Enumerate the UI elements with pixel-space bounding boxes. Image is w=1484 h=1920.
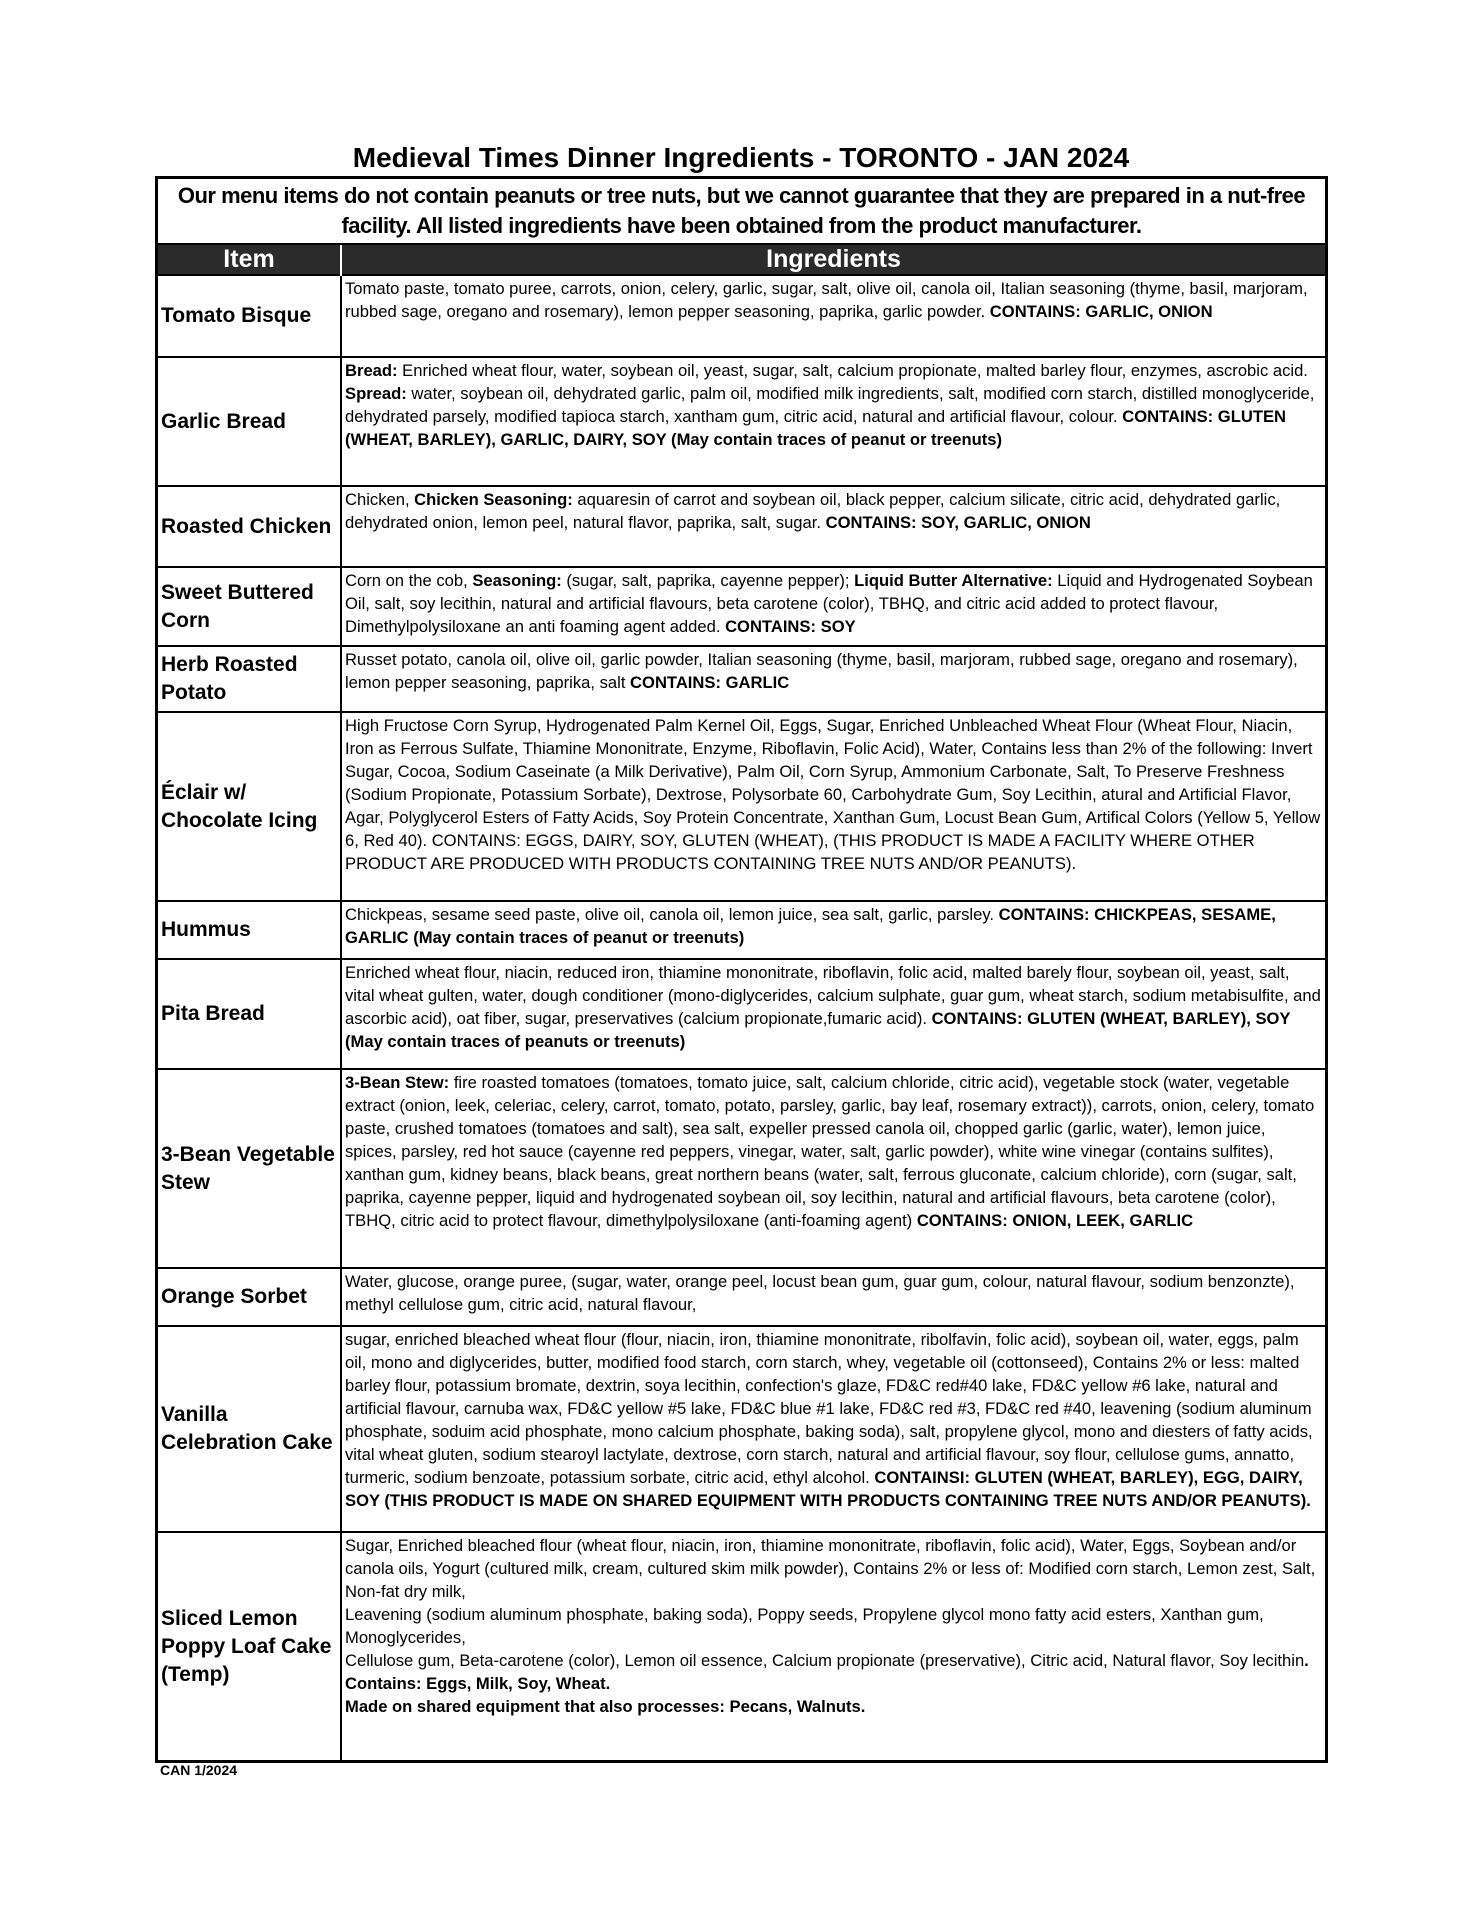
ingredients-text xyxy=(345,714,1321,875)
table-row xyxy=(158,901,1325,959)
item-name: Herb Roasted Potato xyxy=(158,646,341,712)
ingredients-text xyxy=(345,277,1321,323)
table-row xyxy=(158,567,1325,646)
item-name: Sweet Buttered Corn xyxy=(158,567,341,646)
ingredient-emphasis: Liquid Butter Alternative: xyxy=(854,571,1053,590)
ingredients-cell xyxy=(341,1069,1325,1268)
notice-line-1: Our menu items do not contain peanuts or tree nuts, but we cannot guarantee that they are prepared in a nut-free xyxy=(177,183,1306,208)
ingredients-cell xyxy=(341,357,1325,486)
ingredient-emphasis: CONTAINS: SOY xyxy=(725,617,856,636)
ingredient-text: Tomato paste, tomato puree, carrots, onion, celery, garlic, sugar, salt, olive oil, canola oil, Italian seasoning (thyme, basil, marjoram, rubbed sage, oregano and rosemary), lemon pepper seasoning, paprika, garlic powder. xyxy=(345,279,1308,321)
item-name: Garlic Bread xyxy=(158,357,341,486)
ingredients-text xyxy=(345,359,1321,451)
table-row xyxy=(158,1326,1325,1532)
table-row xyxy=(158,357,1325,486)
ingredients-cell xyxy=(341,567,1325,646)
item-name: Hummus xyxy=(158,901,341,959)
ingredient-text: canola oils, Yogurt (cultured milk, cream, cultured skim milk powder), Contains 2% or less of: Modified corn starch, Lemon zest, Salt, Non-fat dry milk, xyxy=(345,1559,1316,1601)
notice-line-2: facility. All listed ingredients have been obtained from the product manufacturer. xyxy=(341,213,1142,238)
table-row xyxy=(158,486,1325,567)
ingredient-emphasis: CONTAINS: ONION, LEEK, GARLIC xyxy=(916,1211,1194,1230)
ingredients-cell xyxy=(341,1268,1325,1326)
ingredient-text: Enriched wheat flour, water, soybean oil, yeast, sugar, salt, calcium propionate, malted barley flour, enzymes, ascrobic acid. xyxy=(397,361,1308,380)
ingredient-text: Enriched wheat flour, niacin, reduced iron, thiamine mononitrate, riboflavin, folic acid, malted barely flour, soybean oil, yeast, salt, vital wheat gulten, water, dough conditioner (mono-diglycerides, calcium sulphate, guar gum, wheat starch, sodium metabisulfite, and ascorbic acid), oat fiber, sugar, preservatives (calcium propionate,fumaric acid). xyxy=(345,963,1321,1028)
ingredient-text: Cellulose gum, Beta-carotene (color), Lemon oil essence, Calcium propionate (preservative), Citric acid, Natural flavor, Soy lecithin xyxy=(345,1651,1305,1670)
ingredients-cell xyxy=(341,646,1325,712)
ingredients-text xyxy=(345,648,1321,694)
ingredient-text: High Fructose Corn Syrup, Hydrogenated Palm Kernel Oil, Eggs, Sugar, Enriched Unbleached Wheat Flour (Wheat Flour, Niacin, Iron as Ferrous Sulfate, Thiamine Mononitrate, Enzyme, Riboflavin, Folic Acid), Water, Contains less than 2% of the following: Invert Sugar, Cocoa, Sodium Caseinate (a Milk Derivative), Palm Oil, Corn Syrup, Ammonium Carbonate, Salt, To Preserve Freshness (Sodium Propionate, Potassium Sorbate), Dextrose, Polysorbate 60, Carbohydrate Gum, Soy Lecithin, atural and Artificial Flavor, Agar, Polyglycerol Esters of Fatty Acids, Soy Protein Concentrate, Xanthan Gum, Locust Bean Gum, Artifical Colors (Yellow 5, Yellow 6, Red 40). CONTAINS: EGGS, DAIRY, SOY, GLUTEN (WHEAT), (THIS PRODUCT IS MADE A FACILITY WHERE OTHER PRODUCT ARE PRODUCED WITH PRODUCTS CONTAINING TREE NUTS AND/OR PEANUTS). xyxy=(345,716,1321,873)
nut-free-notice xyxy=(158,179,1325,245)
ingredients-cell xyxy=(341,275,1325,357)
ingredients-text xyxy=(345,569,1321,638)
ingredients-text xyxy=(345,1270,1321,1316)
ingredient-text: Chicken, xyxy=(345,490,415,509)
ingredients-cell xyxy=(341,712,1325,901)
ingredient-text: fire roasted tomatoes (tomatoes, tomato juice, salt, calcium chloride, citric acid), vegetable stock (water, vegetable extract (onion, leek, celeriac, celery, carrot, tomato, potato, parsley, garlic, bay leaf, rosemary extract)), carrots, onion, celery, tomato paste, crushed tomatoes (tomatoes and salt), sea salt, expeller pressed canola oil, chopped garlic (garlic, water), lemon juice, spices, parsley, red hot sauce (cayenne red peppers, vinegar, water, salt, garlic powder), white wine vinegar (contains sulfites), xanthan gum, kidney beans, black beans, great northern beans (water, salt, ferrous gluconate, calcium chloride), corn (sugar, salt, paprika, cayenne pepper, liquid and hydrogenated soybean oil, soy lecithin, natural and artificial flavours, beta carotene (color), TBHQ, citric acid to protect flavour, dimethylpolysiloxane (anti-foaming agent) xyxy=(345,1073,1315,1230)
table-row xyxy=(158,959,1325,1069)
item-name: Tomato Bisque xyxy=(158,275,341,357)
table-row xyxy=(158,712,1325,901)
item-name: 3-Bean Vegetable Stew xyxy=(158,1069,341,1268)
ingredients-table xyxy=(158,245,1325,1760)
ingredient-emphasis: . Contains: Eggs, Milk, Soy, Wheat. xyxy=(345,1651,1309,1693)
ingredients-cell xyxy=(341,901,1325,959)
ingredient-text: water, soybean oil, dehydrated garlic, palm oil, modified milk ingredients, salt, modified corn starch, distilled monoglyceride, dehydrated parsely, modified tapioca starch, xantham gum, citric acid, natural and artificial flavour, colour. xyxy=(345,384,1315,426)
ingredient-emphasis: CONTAINS: GARLIC xyxy=(630,673,790,692)
table-row xyxy=(158,275,1325,357)
ingredient-text: Sugar, Enriched bleached flour (wheat flour, niacin, iron, thiamine mononitrate, riboflavin, folic acid), Water, Eggs, Soybean and/or xyxy=(345,1536,1297,1555)
ingredient-text: Chickpeas, sesame seed paste, olive oil, canola oil, lemon juice, sea salt, garlic, parsley. xyxy=(345,905,999,924)
ingredient-emphasis: 3-Bean Stew: xyxy=(345,1073,450,1092)
table-row xyxy=(158,1069,1325,1268)
ingredient-text: Liquid and Hydrogenated Soybean Oil, salt, soy lecithin, natural and artificial flavours, beta carotene (color), TBHQ, and citric acid added to protect flavour, Dimethylpolysiloxane an anti foaming agent added. xyxy=(345,571,1313,636)
ingredient-emphasis: CONTAINS: CHICKPEAS, SESAME, GARLIC (May contain traces of peanut or treenuts) xyxy=(345,905,1276,947)
ingredient-emphasis: CONTAINS: GLUTEN (WHEAT, BARLEY), GARLIC, DAIRY, SOY (May contain traces of peanut or treenuts) xyxy=(345,407,1287,449)
header-ingredients: Ingredients xyxy=(341,245,1325,275)
ingredient-text: Water, glucose, orange puree, (sugar, water, orange peel, locust bean gum, guar gum, colour, natural flavour, sodium benzonzte), methyl cellulose gum, citric acid, natural flavour, xyxy=(345,1272,1295,1314)
ingredient-emphasis: CONTAINS: GARLIC, ONION xyxy=(989,302,1213,321)
table-header-row xyxy=(158,245,1325,275)
ingredient-text: Leavening (sodium aluminum phosphate, baking soda), Poppy seeds, Propylene glycol mono fatty acid esters, Xanthan gum, Monoglycerides, xyxy=(345,1605,1264,1647)
ingredient-emphasis: Bread: xyxy=(345,361,398,380)
ingredients-cell xyxy=(341,486,1325,567)
page-title: Medieval Times Dinner Ingredients - TORONTO - JAN 2024 xyxy=(352,142,1130,173)
header-item: Item xyxy=(158,245,341,275)
ingredient-emphasis: Made on shared equipment that also processes: Pecans, Walnuts. xyxy=(345,1697,866,1716)
ingredient-text: (sugar, salt, paprika, cayenne pepper); xyxy=(561,571,855,590)
ingredient-emphasis: Chicken Seasoning: xyxy=(414,490,573,509)
ingredients-cell xyxy=(341,1326,1325,1532)
item-name: Orange Sorbet xyxy=(158,1268,341,1326)
ingredients-text xyxy=(345,1328,1321,1512)
ingredients-sheet xyxy=(155,176,1328,1763)
item-name: Pita Bread xyxy=(158,959,341,1069)
ingredient-emphasis: CONTAINS: SOY, GARLIC, ONION xyxy=(825,513,1091,532)
ingredients-cell xyxy=(341,959,1325,1069)
ingredients-text xyxy=(345,1071,1321,1232)
ingredients-text xyxy=(345,961,1321,1053)
table-row xyxy=(158,1532,1325,1760)
item-name: Roasted Chicken xyxy=(158,486,341,567)
ingredients-text xyxy=(345,903,1321,949)
item-name: Vanilla Celebration Cake xyxy=(158,1326,341,1532)
ingredient-emphasis: CONTAINS: GLUTEN (WHEAT, BARLEY), SOY (May contain traces of peanuts or treenuts) xyxy=(345,1009,1291,1051)
ingredients-text xyxy=(345,488,1321,534)
footer-code: CAN 1/2024 xyxy=(160,1762,238,1778)
ingredient-text: Russet potato, canola oil, olive oil, garlic powder, Italian seasoning (thyme, basil, marjoram, rubbed sage, oregano and rosemary), lemon pepper seasoning, paprika, salt xyxy=(345,650,1298,692)
ingredient-text: aquaresin of carrot and soybean oil, black pepper, calcium silicate, citric acid, dehydrated garlic, dehydrated onion, lemon peel, natural flavor, paprika, salt, sugar. xyxy=(345,490,1281,532)
table-row xyxy=(158,1268,1325,1326)
ingredient-emphasis: CONTAINSI: GLUTEN (WHEAT, BARLEY), EGG, DAIRY, SOY (THIS PRODUCT IS MADE ON SHARED EQUIPMENT WITH PRODUCTS CONTAINING TREE NUTS AND/OR PEANUTS). xyxy=(345,1468,1311,1510)
item-name: Sliced Lemon Poppy Loaf Cake (Temp) xyxy=(158,1532,341,1760)
item-name: Éclair w/ Chocolate Icing xyxy=(158,712,341,901)
table-body xyxy=(158,275,1325,1760)
ingredient-text: sugar, enriched bleached wheat flour (flour, niacin, iron, thiamine mononitrate, ribolfavin, folic acid), soybean oil, water, eggs, palm oil, mono and diglycerides, butter, modified food starch, corn starch, whey, vegetable oil (cottonseed), Contains 2% or less: malted barley flour, potassium bromate, dextrin, soya lecithin, confection's glaze, FD&C red#40 lake, FD&C yellow #6 lake, natural and artificial flavour, carnuba wax, FD&C yellow #5 lake, FD&C blue #1 lake, FD&C red #3, FD&C red #40, leavening (sodium aluminum phosphate, soduim acid phosphate, mono calcium phosphate, baking soda), salt, propylene glycol, mono and diesters of fatty acids, vital wheat gluten, sodium stearoyl lactylate, dextrose, corn starch, natural and artificial flavour, soy flour, cellulose gums, annatto, turmeric, sodium benzoate, potassium sorbate, citric acid, ethyl alcohol. xyxy=(345,1330,1313,1487)
ingredients-cell xyxy=(341,1532,1325,1760)
ingredient-text: Corn on the cob, xyxy=(345,571,473,590)
ingredient-emphasis: Spread: xyxy=(345,384,407,403)
ingredient-emphasis: Seasoning: xyxy=(472,571,562,590)
table-row xyxy=(158,646,1325,712)
ingredients-text xyxy=(345,1534,1321,1718)
